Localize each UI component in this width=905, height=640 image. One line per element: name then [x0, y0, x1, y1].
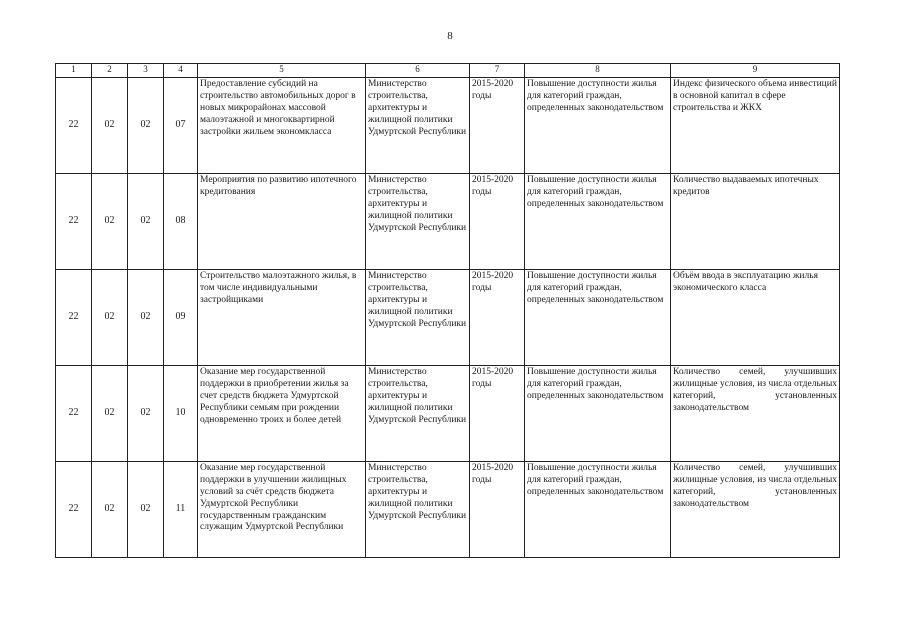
activity-code: 10 — [164, 366, 198, 462]
table-row — [56, 462, 840, 558]
header-cell: 2 — [92, 64, 128, 78]
activity-code: 11 — [164, 462, 198, 558]
executor: Министерство строительства, архитектуры и жилищной политики Удмуртской Республики — [366, 270, 470, 366]
program-code: 22 — [56, 366, 92, 462]
executor: Министерство строительства, архитектуры и жилищной политики Удмуртской Республики — [366, 174, 470, 270]
period: 2015-2020 годы — [470, 174, 525, 270]
header-cell: 5 — [198, 64, 366, 78]
program-code: 22 — [56, 270, 92, 366]
header-cell: 3 — [128, 64, 164, 78]
expected-result: Повышение доступности жилья для категорий граждан, определенных законодательством — [525, 366, 671, 462]
subprogram-code: 02 — [92, 174, 128, 270]
period: 2015-2020 годы — [470, 366, 525, 462]
main-activity-code: 02 — [128, 366, 164, 462]
program-activities-table — [55, 63, 840, 558]
header-cell: 8 — [525, 64, 671, 78]
activity-name: Оказание мер государственной поддержки в улучшении жилищных условий за счёт средств бюджета Удмуртской Республики государственным гражданским служащим Удмуртской Республики — [198, 462, 366, 558]
program-code: 22 — [56, 174, 92, 270]
activity-name: Строительство малоэтажного жилья, в том числе индивидуальными застройщиками — [198, 270, 366, 366]
activity-name: Мероприятия по развитию ипотечного кредитования — [198, 174, 366, 270]
main-activity-code: 02 — [128, 78, 164, 174]
table-row — [56, 270, 840, 366]
header-cell: 4 — [164, 64, 198, 78]
activity-name: Оказание мер государственной поддержки в приобретении жилья за счет средств бюджета Удмуртской Республики семьям при рождении одновременно троих и более детей — [198, 366, 366, 462]
period: 2015-2020 годы — [470, 462, 525, 558]
main-activity-code: 02 — [128, 270, 164, 366]
target-indicator: Объём ввода в эксплуатацию жилья экономического класса — [671, 270, 840, 366]
activity-code: 07 — [164, 78, 198, 174]
subprogram-code: 02 — [92, 270, 128, 366]
table-row — [56, 174, 840, 270]
header-cell: 7 — [470, 64, 525, 78]
period: 2015-2020 годы — [470, 78, 525, 174]
expected-result: Повышение доступности жилья для категорий граждан, определенных законодательством — [525, 174, 671, 270]
header-cell: 9 — [671, 64, 840, 78]
period: 2015-2020 годы — [470, 270, 525, 366]
program-code: 22 — [56, 78, 92, 174]
target-indicator: Количество семей, улучшивших жилищные условия, из числа отдельных категорий, установленных законодательством — [671, 366, 840, 462]
table-row — [56, 78, 840, 174]
header-row — [56, 64, 840, 78]
subprogram-code: 02 — [92, 366, 128, 462]
program-code: 22 — [56, 462, 92, 558]
expected-result: Повышение доступности жилья для категорий граждан, определенных законодательством — [525, 462, 671, 558]
subprogram-code: 02 — [92, 462, 128, 558]
main-activity-code: 02 — [128, 174, 164, 270]
executor: Министерство строительства, архитектуры и жилищной политики Удмуртской Республики — [366, 366, 470, 462]
executor: Министерство строительства, архитектуры и жилищной политики Удмуртской Республики — [366, 462, 470, 558]
header-cell: 6 — [366, 64, 470, 78]
subprogram-code: 02 — [92, 78, 128, 174]
activity-code: 08 — [164, 174, 198, 270]
activity-name: Предоставление субсидий на строительство автомобильных дорог в новых микрорайонах массовой малоэтажной и многоквартирной застройки жильем экономкласса — [198, 78, 366, 174]
expected-result: Повышение доступности жилья для категорий граждан, определенных законодательством — [525, 270, 671, 366]
expected-result: Повышение доступности жилья для категорий граждан, определенных законодательством — [525, 78, 671, 174]
main-activity-code: 02 — [128, 462, 164, 558]
target-indicator: Количество выдаваемых ипотечных кредитов — [671, 174, 840, 270]
header-cell: 1 — [56, 64, 92, 78]
executor: Министерство строительства, архитектуры и жилищной политики Удмуртской Республики — [366, 78, 470, 174]
target-indicator: Количество семей, улучшивших жилищные условия, из числа отдельных категорий, установленных законодательством — [671, 462, 840, 558]
target-indicator: Индекс физического объема инвестиций в основной капитал в сфере строительства и ЖКХ — [671, 78, 840, 174]
table-row — [56, 366, 840, 462]
activity-code: 09 — [164, 270, 198, 366]
page-number: 8 — [447, 30, 453, 42]
